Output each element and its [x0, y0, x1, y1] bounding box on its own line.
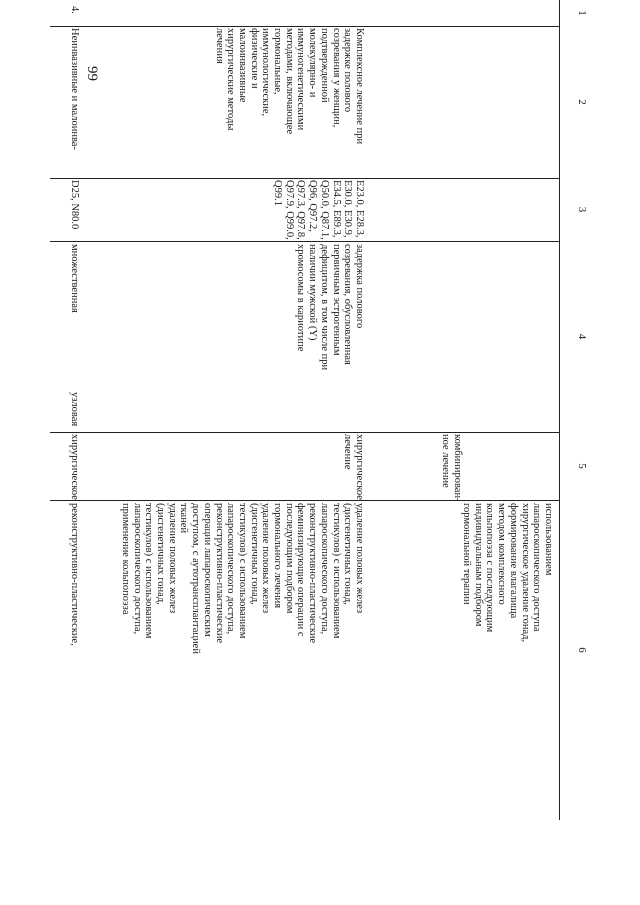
header-col-3: 3: [576, 206, 588, 213]
text-line: удаление половых желез: [354, 503, 365, 614]
text-line: методами, включающее: [283, 28, 295, 135]
header-col-5: 5: [576, 463, 588, 469]
text-line: E34.5, E89.3,: [330, 180, 342, 238]
text-line: первичным эстрогенным: [330, 244, 342, 356]
text-line: лечения: [213, 28, 225, 64]
text-line: дефицитом, в том числе при: [318, 244, 330, 371]
header-col-4: 4: [576, 333, 588, 340]
text-line: лапароскопического доступа,: [225, 503, 237, 635]
text-line: физические и: [248, 28, 260, 89]
col-divider: [50, 178, 560, 179]
main-row-method: [119, 503, 365, 654]
header-col-6: 6: [576, 647, 588, 653]
main-row-treatment-type: [342, 434, 365, 500]
text-line: созревания у женщин,: [330, 28, 342, 128]
text-line: E30.0, E30.9,: [342, 180, 354, 238]
text-line: лапароскопического доступа,: [318, 503, 330, 635]
rotated-table: [50, 0, 590, 820]
text-line: методом комплексного: [496, 503, 508, 605]
text-line: удаление половых желез: [166, 503, 178, 614]
col-divider: [50, 432, 560, 433]
text-line: Q99.1: [272, 180, 284, 206]
prev-row-treatment-type: [440, 434, 463, 502]
text-line: кольпопоэза с последующим: [484, 503, 496, 633]
text-line: хирургическое: [354, 434, 365, 500]
text-line: применение кольпопоэза: [119, 503, 131, 615]
text-line: использованием: [543, 503, 554, 576]
text-line: операции лапароскопическим: [201, 503, 213, 637]
text-line: тестикулов) с использованием: [330, 503, 342, 639]
text-line: хирургические методы: [225, 28, 237, 131]
next-row-method: реконструктивно-пластические,: [69, 503, 80, 646]
next-row-diagnosis-left: множественная: [69, 244, 80, 313]
text-line: (дисгенетичных гонад,: [248, 503, 260, 605]
text-line: иммуногенетическими: [295, 28, 307, 131]
text-line: гормональные,: [272, 28, 284, 95]
text-line: подтвержденной: [318, 28, 330, 103]
col-divider: [50, 241, 560, 242]
next-row-icd-codes: D25, N80.0: [69, 180, 80, 230]
text-line: хирургическое удаление гонад,: [519, 503, 531, 643]
text-line: доступом, с аутотрансплантацией: [190, 503, 202, 654]
text-line: малоинвазивные: [236, 28, 248, 103]
text-line: феминизирующие операции с: [295, 503, 307, 637]
main-row-name: [213, 28, 365, 176]
text-line: молекулярно- и: [307, 28, 319, 98]
next-row-treatment-type: хирургическое: [69, 434, 80, 500]
text-line: хромосомы в кариотипе: [295, 244, 307, 352]
main-row-icd-codes: [271, 180, 365, 240]
text-line: лапароскопического доступа,: [131, 503, 143, 635]
text-line: Q50.0, Q87.1,: [318, 180, 330, 240]
text-line: последующим подбором: [283, 503, 295, 614]
text-line: лечение: [342, 434, 354, 470]
text-line: гормонального лечения: [272, 503, 284, 609]
col-divider: [50, 26, 560, 27]
text-line: (дисгенетичных гонад,: [342, 503, 354, 605]
text-line: реконструктивно-пластические: [213, 503, 225, 644]
main-row-diagnosis: [295, 244, 365, 370]
header-col-1: 1: [576, 10, 588, 16]
text-line: иммунологические,: [260, 28, 272, 117]
text-line: тканей: [178, 503, 190, 534]
text-line: E23.0, E28.3,: [354, 180, 365, 238]
header-col-2: 2: [576, 99, 588, 105]
next-row-diagnosis-right: узловая: [69, 392, 80, 427]
next-row-number: 4.: [69, 6, 80, 14]
text-line: удаление половых желез: [260, 503, 272, 614]
text-line: тестикулов) с использованием: [236, 503, 248, 639]
text-line: гормональной терапии: [461, 503, 473, 605]
text-line: Комплексное лечение при: [354, 28, 365, 145]
text-line: задержка полового: [354, 244, 365, 329]
page-number: 99: [84, 66, 100, 81]
text-line: лапароскопического доступа: [531, 503, 543, 632]
text-line: комбинирован-: [452, 434, 463, 502]
text-line: формирование влагалища: [507, 503, 519, 619]
text-line: Q97.9, Q99.0,: [283, 180, 295, 240]
text-line: (дисгенетичных гонад,: [155, 503, 167, 605]
text-line: Q97.3, Q97.8,: [295, 180, 307, 240]
header-bottom-rule: [559, 0, 560, 820]
col-divider: [50, 500, 560, 501]
text-line: реконструктивно-пластические: [307, 503, 319, 644]
text-line: Q96, Q97.2,: [307, 180, 319, 232]
text-line: индивидуальным подбором: [472, 503, 484, 627]
next-row-name: Неинвазивные и малоинва-: [69, 28, 80, 150]
text-line: тестикулов) с использованием: [143, 503, 155, 639]
text-line: ное лечение: [440, 434, 452, 488]
prev-row-method: [460, 503, 554, 642]
text-line: задержке полового: [342, 28, 354, 113]
text-line: созревания, обусловленная: [342, 244, 354, 365]
text-line: наличии мужской (Y): [307, 244, 319, 341]
